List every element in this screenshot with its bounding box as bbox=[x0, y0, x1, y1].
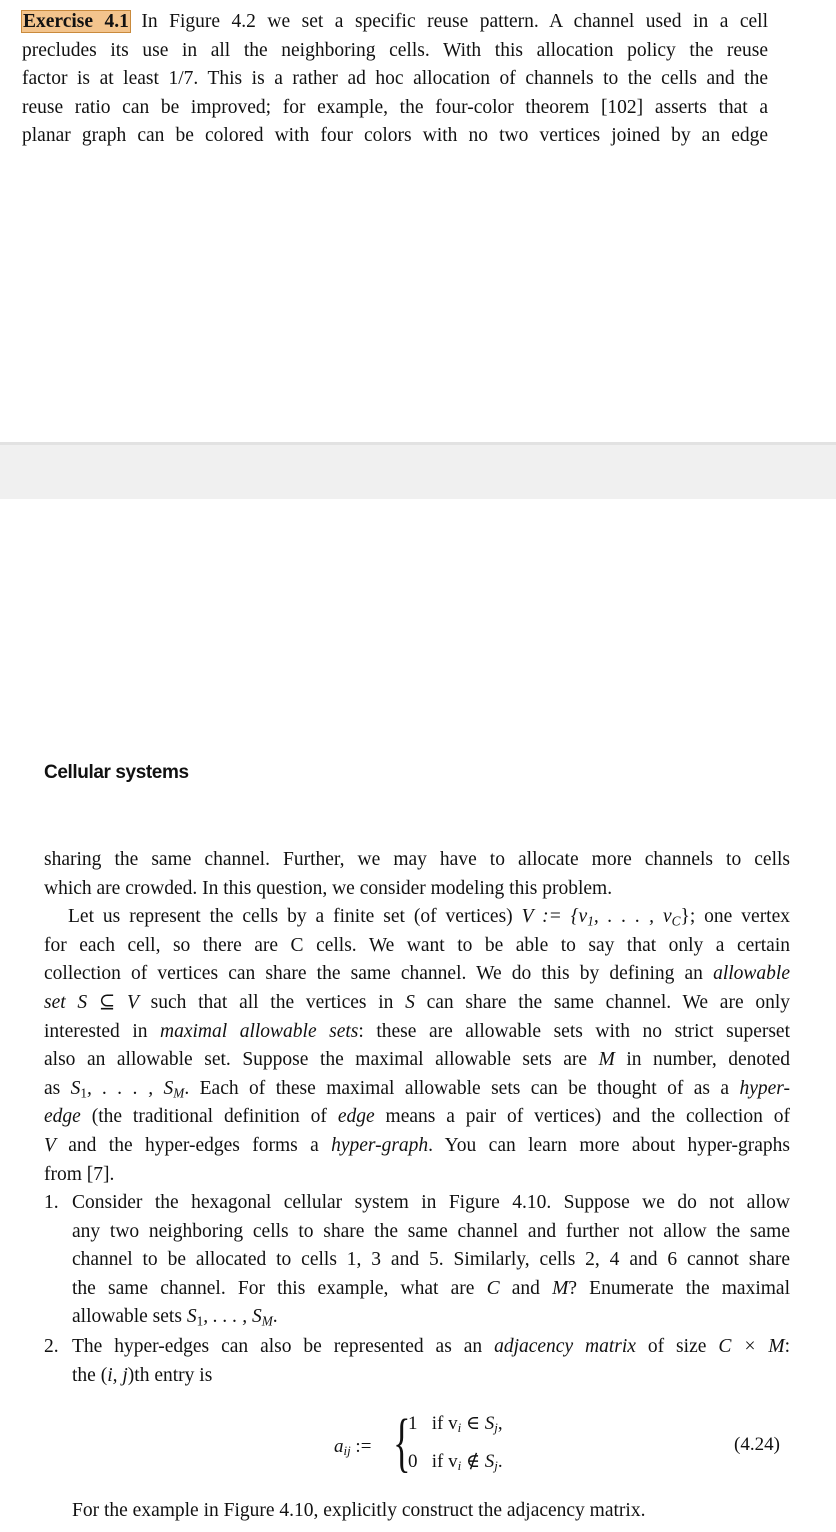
text-line: interested in maximal allowable sets: these are allowable sets with no strict superset bbox=[44, 1020, 790, 1042]
equation-4-24 bbox=[334, 1406, 794, 1488]
text-line: collection of vertices can share the same channel. We do this by defining an allowable bbox=[44, 963, 790, 985]
text-line: which are crowded. In this question, we consider modeling this problem. bbox=[44, 877, 613, 899]
equation-case-2: 0 if $v_i$ ∉ $S_j$. bbox=[408, 1451, 503, 1474]
text-line: V and the hyper-edges forms a hyper-graph. You can learn more about hyper-graphs bbox=[44, 1134, 790, 1156]
text-line: edge (the traditional definition of edge means a pair of vertices) and the collection of bbox=[44, 1106, 790, 1128]
exercise-body-paragraph bbox=[44, 846, 790, 1189]
text-line: planar graph can be colored with four colors with no two vertices joined by an edge bbox=[22, 125, 768, 147]
text-line: Exercise 4.1 In Figure 4.2 we set a specific reuse pattern. A channel used in a cell bbox=[23, 11, 768, 32]
exercise-intro-paragraph bbox=[22, 8, 768, 151]
final-instruction: For the example in Figure 4.10, explicitly construct the adjacency matrix. bbox=[72, 1500, 646, 1521]
equation-brace: { bbox=[393, 1406, 411, 1479]
list-item-text: Consider the hexagonal cellular system in Figure 4.10. Suppose we do not allow any two neighboring cells to share the same channel and further not allow the same channel to be allocated to cells 1, 3 and 5. Similarly, cells 2, 4 and 6 cannot share the same channel. For this example, what are C and M? Enumerate the maximal allowable sets $S_1$, . . . , $S_M$. bbox=[72, 1192, 790, 1329]
text-line: from [7]. bbox=[44, 1163, 115, 1185]
text-line: sharing the same channel. Further, we may have to allocate more channels to cells bbox=[44, 849, 790, 870]
equation-number: (4.24) bbox=[734, 1434, 780, 1455]
list-number: 2. bbox=[44, 1336, 59, 1357]
text-line: also an allowable set. Suppose the maximal allowable sets are M in number, denoted bbox=[44, 1049, 790, 1071]
text-line: precludes its use in all the neighboring cells. With this allocation policy the reuse bbox=[22, 39, 768, 61]
list-item bbox=[44, 1189, 790, 1334]
list-item-text: The hyper-edges can also be represented as an adjacency matrix of size C × M: the (i, j)th entry is bbox=[72, 1336, 791, 1386]
running-head: Cellular systems bbox=[44, 762, 189, 783]
text-line: Let us represent the cells by a finite set (of vertices) V := {$v_1$, . . . , $v_C$}; one vertex bbox=[68, 906, 791, 929]
equation-lhs: $a_{ij}$ := bbox=[334, 1436, 372, 1459]
text-line: for each cell, so there are C cells. We want to be able to say that only a certain bbox=[44, 934, 790, 956]
equation-case-1: 1 if $v_i$ ∈ $S_j$, bbox=[408, 1413, 503, 1436]
list-number: 1. bbox=[44, 1192, 59, 1213]
text-line: set S ⊆ V such that all the vertices in S can share the same channel. We are only bbox=[44, 991, 790, 1013]
previous-page bbox=[0, 0, 836, 442]
list-item bbox=[44, 1333, 790, 1393]
text-line: factor is at least 1/7. This is a rather ad hoc allocation of channels to the cells and the bbox=[22, 68, 768, 90]
text-line: as $S_1$, . . . , $S_M$. Each of these maximal allowable sets can be thought of as a hyper- bbox=[44, 1077, 790, 1101]
text-line: reuse ratio can be improved; for example, the four-color theorem [102] asserts that a bbox=[22, 96, 768, 118]
page-separator bbox=[0, 442, 836, 499]
exercise-label-highlight[interactable]: Exercise 4.1 bbox=[23, 11, 129, 32]
